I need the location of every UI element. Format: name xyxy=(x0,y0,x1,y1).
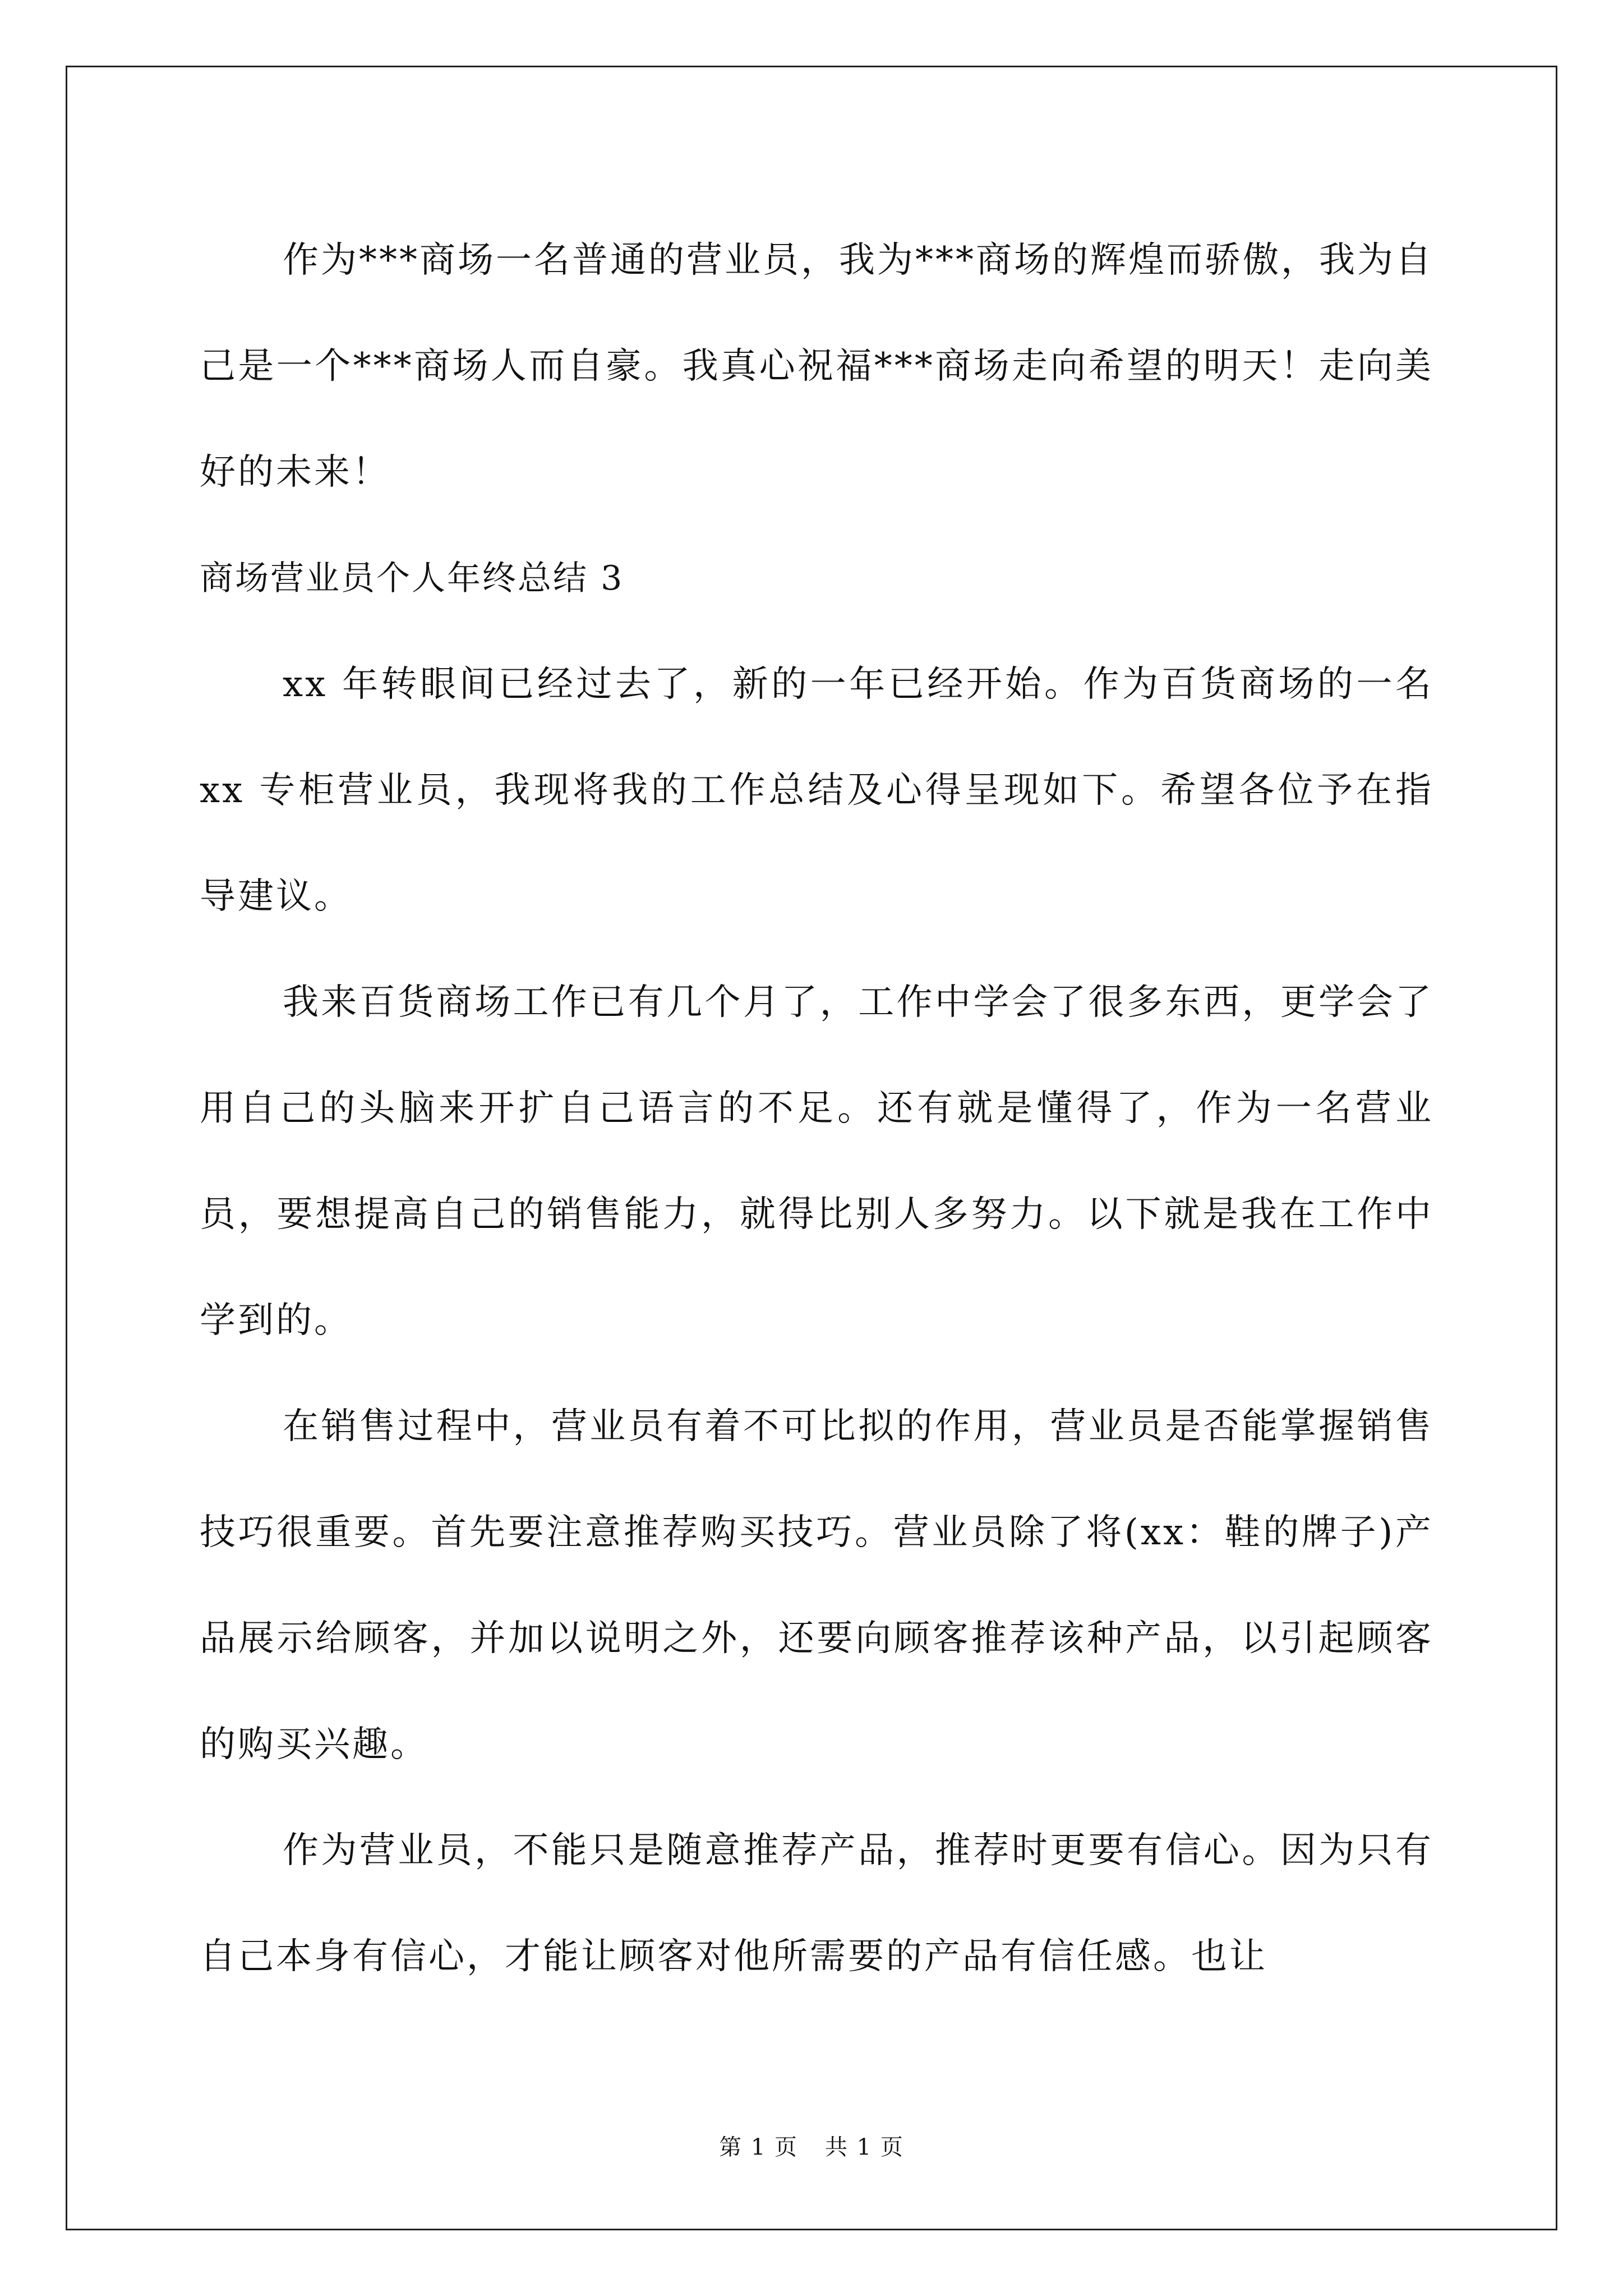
page-total: 共 1 页 xyxy=(825,2134,904,2160)
paragraph-5: 作为营业员，不能只是随意推荐产品，推荐时更要有信心。因为只有自己本身有信心，才能让顾客对他所需要的产品有信任感。也让 xyxy=(200,1830,1433,1977)
section-heading: 商场营业员个人年终总结 3 xyxy=(200,559,624,598)
document-body xyxy=(200,208,1433,2010)
paragraph-3: 我来百货商场工作已有几个月了，工作中学会了很多东西，更学会了用自己的头脑来开扩自己语言的不足。还有就是懂得了，作为一名营业员，要想提高自己的销售能力，就得比别人多努力。以下就是我在工作中学到的。 xyxy=(200,982,1433,1341)
paragraph-2: xx 年转眼间已经过去了，新的一年已经开始。作为百货商场的一名 xx 专柜营业员，我现将我的工作总结及心得呈现如下。希望各位予在指导建议。 xyxy=(200,664,1433,917)
paragraph-1: 作为***商场一名普通的营业员，我为***商场的辉煌而骄傲，我为自己是一个***商场人而自豪。我真心祝福***商场走向希望的明天！走向美好的未来！ xyxy=(200,240,1433,493)
paragraph-4: 在销售过程中，营业员有着不可比拟的作用，营业员是否能掌握销售技巧很重要。首先要注意推荐购买技巧。营业员除了将(xx：鞋的牌子)产品展示给顾客，并加以说明之外，还要向顾客推荐该种产品，以引起顾客的购买兴趣。 xyxy=(200,1406,1433,1765)
page-number: 第 1 页 xyxy=(719,2134,798,2160)
page-footer xyxy=(0,2129,1623,2161)
